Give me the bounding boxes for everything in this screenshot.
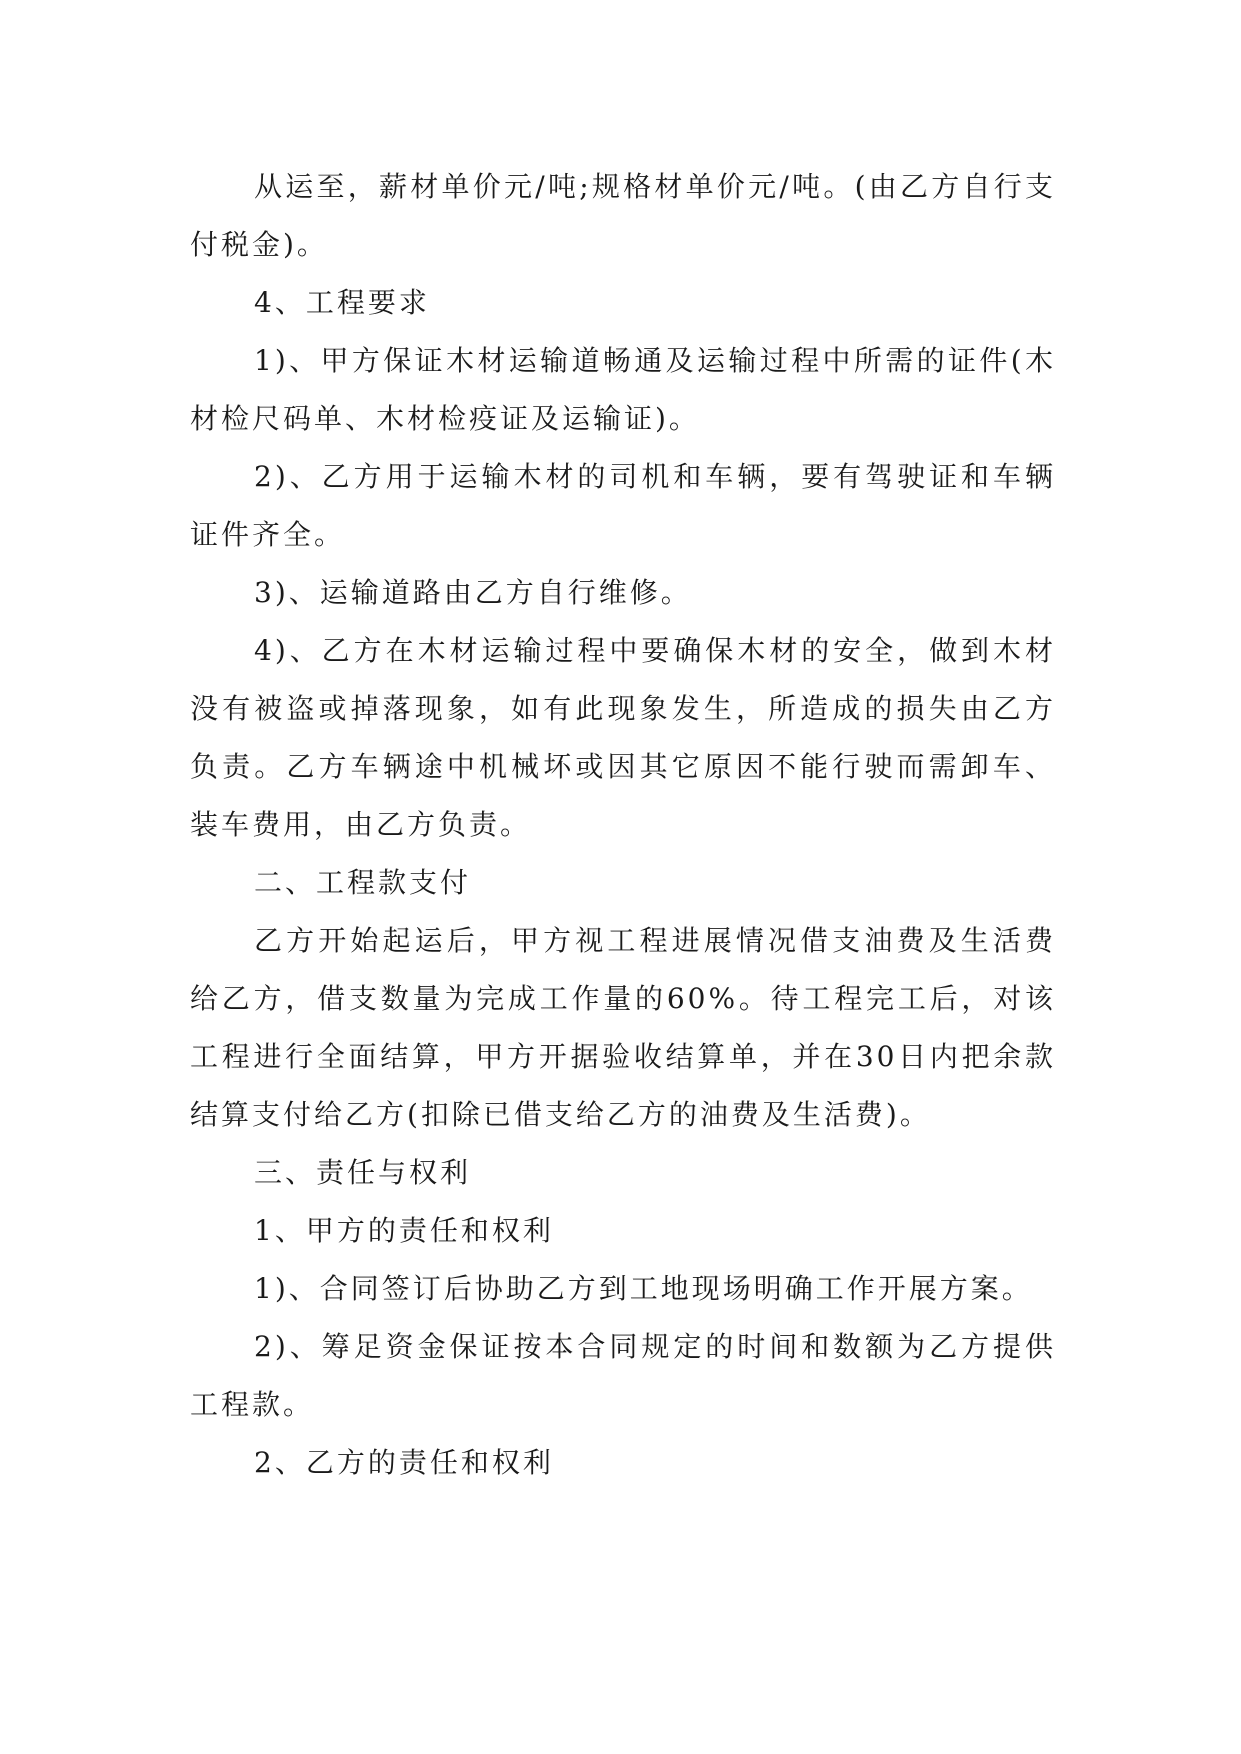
paragraph-party-a-2: 2)、筹足资金保证按本合同规定的时间和数额为乙方提供工程款。 [190, 1330, 1056, 1421]
heading-party-b: 2、乙方的责任和权利 [254, 1446, 554, 1479]
paragraph-requirement-4: 4)、乙方在木材运输过程中要确保木材的安全，做到木材没有被盗或掉落现象，如有此现象发生，所造成的损失由乙方负责。乙方车辆途中机械坏或因其它原因不能行驶而需卸车、装车费用，由乙方负责。 [190, 634, 1056, 841]
heading-payment: 二、工程款支付 [254, 866, 472, 899]
paragraph-requirement-2: 2)、乙方用于运输木材的司机和车辆，要有驾驶证和车辆证件齐全。 [190, 460, 1056, 551]
paragraph-party-a-1: 1)、合同签订后协助乙方到工地现场明确工作开展方案。 [254, 1272, 1033, 1305]
paragraph-requirement-3: 3)、运输道路由乙方自行维修。 [254, 576, 692, 609]
document-body [190, 158, 1056, 1492]
heading-responsibilities: 三、责任与权利 [254, 1156, 472, 1189]
paragraph-payment: 乙方开始起运后，甲方视工程进展情况借支油费及生活费给乙方，借支数量为完成工作量的60%。待工程完工后，对该工程进行全面结算，甲方开据验收结算单，并在30日内把余款结算支付给乙方(扣除已借支给乙方的油费及生活费)。 [190, 924, 1056, 1131]
paragraph-requirement-1: 1)、甲方保证木材运输道畅通及运输过程中所需的证件(木材检尺码单、木材检疫证及运输证)。 [190, 344, 1056, 435]
heading-project-requirements: 4、工程要求 [254, 286, 430, 319]
paragraph-price: 从运至，薪材单价元/吨;规格材单价元/吨。(由乙方自行支付税金)。 [190, 170, 1056, 261]
heading-party-a: 1、甲方的责任和权利 [254, 1214, 554, 1247]
